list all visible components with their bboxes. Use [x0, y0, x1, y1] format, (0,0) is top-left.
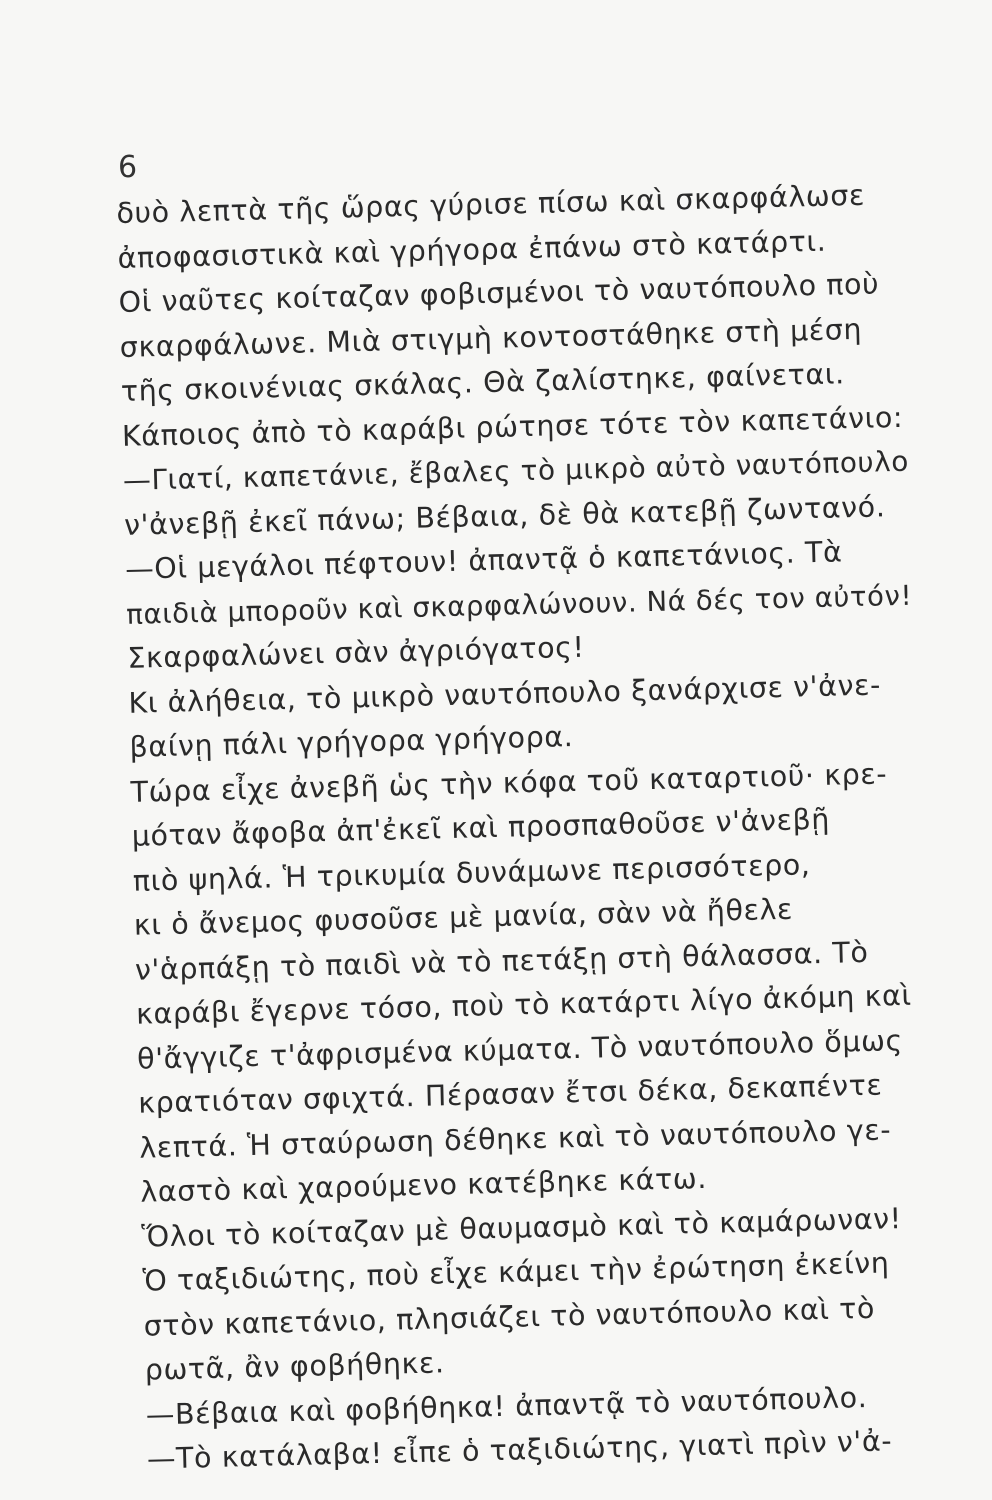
text-line: —Οἱ μεγάλοι πέφτουν! ἀπαντᾷ ὁ καπετάνιος. Τὰ	[124, 535, 843, 586]
text-line: σκαρφάλωνε. Μιὰ στιγμὴ κοντοστάθηκε στὴ μέση	[119, 312, 863, 364]
text-line: βαίνῃ πάλι γρήγορα γρήγορα.	[129, 719, 574, 764]
text-line: στὸν καπετάνιο, πλησιάζει τὸ ναυτόπουλο καὶ τὸ	[143, 1291, 876, 1343]
text-line: δυὸ λεπτὰ τῆς ὥρας γύρισε πίσω καὶ σκαρφάλωσε	[116, 178, 866, 230]
text-line: ν'ἁρπάξῃ τὸ παιδὶ νὰ τὸ πετάξῃ στὴ θάλασσα. Τὸ	[134, 935, 869, 987]
text-line: κρατιόταν σφιχτά. Πέρασαν ἔτσι δέκα, δεκαπέντε	[137, 1068, 883, 1120]
text-line: πιὸ ψηλά. Ἡ τρικυμία δυνάμωνε περισσότερο,	[132, 847, 811, 898]
text-line: Ὅλοι τὸ κοίταζαν μὲ θαυμασμὸ καὶ τὸ καμάρωναν!	[141, 1201, 903, 1254]
text-line: λαστὸ καὶ χαρούμενο κατέβηκε κάτω.	[140, 1161, 708, 1209]
body-text	[116, 173, 937, 1482]
text-line: παιδιὰ μποροῦν καὶ σκαρφαλώνουν. Νά δές τον αὐτόν!	[125, 579, 913, 631]
text-line: —Τὸ κατάλαβα! εἶπε ὁ ταξιδιώτης, γιατὶ πρὶν ν'ἀ-	[146, 1424, 893, 1476]
text-line: Τώρα εἶχε ἀνεβῆ ὡς τὴν κόφα τοῦ καταρτιοῦ· κρε-	[130, 756, 888, 809]
page-number: 6	[118, 150, 138, 185]
text-line: Κάποιος ἀπὸ τὸ καράβι ρώτησε τότε τὸν καπετάνιο:	[121, 400, 904, 453]
text-line: καράβι ἔγερνε τόσο, ποὺ τὸ κατάρτι λίγο ἀκόμη καὶ	[135, 978, 913, 1031]
text-line: τῆς σκοινένιας σκάλας. Θὰ ζαλίστηκε, φαίνεται.	[120, 357, 846, 408]
text-line: Οἱ ναῦτες κοίταζαν φοβισμένοι τὸ ναυτόπουλο ποὺ	[118, 267, 880, 319]
text-line: κι ὁ ἄνεμος φυσοῦσε μὲ μανία, σὰν νὰ ἤθελε	[133, 892, 794, 942]
text-line: λεπτά. Ἡ σταύρωση δέθηκε καὶ τὸ ναυτόπουλο γε-	[138, 1112, 892, 1165]
text-line: Σκαρφαλώνει σὰν ἀγριόγατος!	[126, 630, 585, 675]
text-line: ν'ἀνεβῇ ἐκεῖ πάνω; Βέβαια, δὲ θὰ κατεβῇ ζωντανό.	[123, 489, 886, 542]
text-line: Κι ἀλήθεια, τὸ μικρὸ ναυτόπουλο ξανάρχισε ν'ἀνε-	[128, 667, 882, 720]
text-line: —Βέβαια καὶ φοβήθηκα! ἀπαντᾷ τὸ ναυτόπουλο.	[145, 1380, 868, 1432]
text-line: Ὁ ταξιδιώτης, ποὺ εἶχε κάμει τὴν ἐρώτηση ἐκείνη	[142, 1246, 890, 1298]
text-line: θ'ἄγγιζε τ'ἀφρισμένα κύματα. Τὸ ναυτόπουλο ὅμως	[136, 1023, 904, 1076]
text-line: ρωτᾶ, ἂν φοβήθηκε.	[144, 1346, 445, 1387]
text-line: μόταν ἄφοβα ἀπ'ἐκεῖ καὶ προσπαθοῦσε ν'ἀνεβῇ	[131, 802, 831, 853]
text-line: —Γιατί, καπετάνιε, ἔβαλες τὸ μικρὸ αὐτὸ ναυτόπουλο	[122, 444, 910, 497]
text-line: ἀποφασιστικὰ καὶ γρήγορα ἐπάνω στὸ κατάρτι.	[117, 224, 827, 275]
